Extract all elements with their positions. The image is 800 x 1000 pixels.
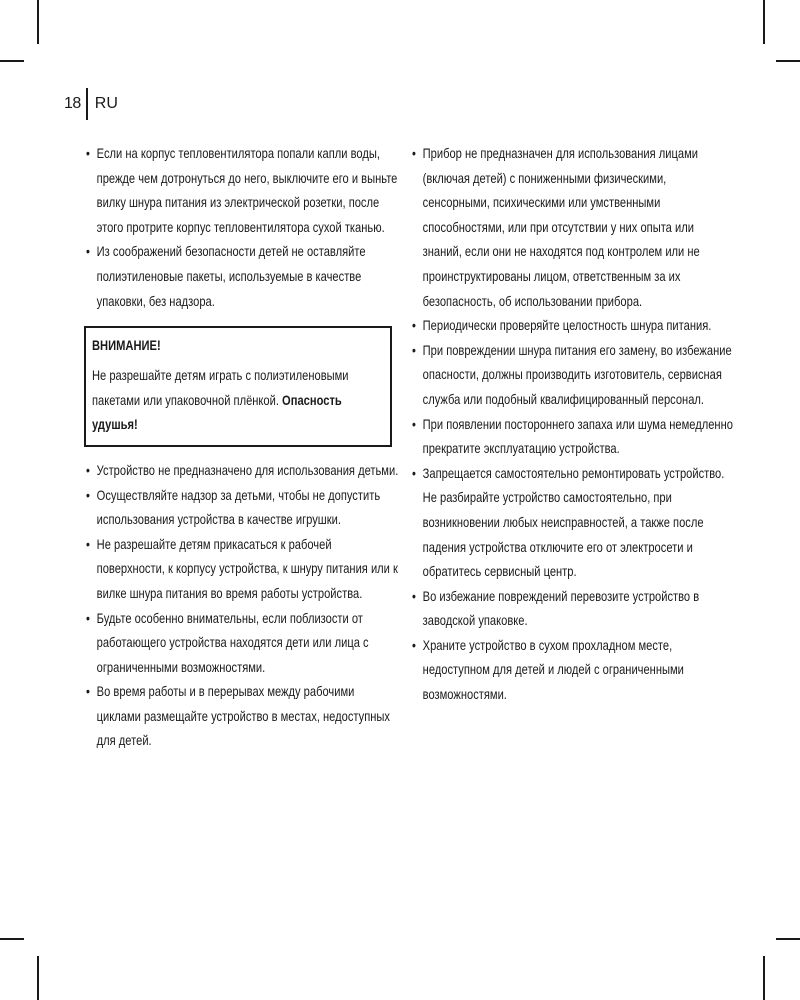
crop-mark-bottom-left-v bbox=[37, 956, 39, 1000]
list-item: • Прибор не предназначен для использования лицами (включая детей) с пониженными физическими, сенсорными, психическими или умственными способностями, или при отсутствии у них опыта или знаний, если они не находятся под контролем или не проинструктированы лицом, ответственным за их безопасность, об использовании прибора. bbox=[412, 142, 735, 314]
list-item: • При появлении постороннего запаха или шума немедленно прекратите эксплуатацию устройства. bbox=[412, 413, 735, 462]
page-header bbox=[64, 88, 118, 120]
list-item: • Из соображений безопасности детей не оставляйте полиэтиленовые пакеты, используемые в качестве упаковки, без надзора. bbox=[86, 240, 399, 314]
list-item: • При повреждении шнура питания его замену, во избежание опасности, должны производить изготовитель, сервисная служба или подобный квалифицированный персонал. bbox=[412, 339, 735, 413]
list-item: • Во избежание повреждений перевозите устройство в заводской упаковке. bbox=[412, 585, 735, 634]
crop-mark-bottom-left-h bbox=[0, 938, 24, 940]
crop-mark-bottom-right-h bbox=[776, 938, 800, 940]
list-item: • Периодически проверяйте целостность шнура питания. bbox=[412, 314, 735, 339]
warning-text bbox=[92, 364, 384, 438]
crop-mark-bottom-right-v bbox=[763, 956, 765, 1000]
crop-mark-top-left-h bbox=[0, 60, 24, 62]
list-item: • Если на корпус тепловентилятора попали капли воды, прежде чем дотронуться до него, выключите его и выньте вилку шнура питания из электрической розетки, после этого протрите корпус тепловентилятора сухой тканью. bbox=[86, 142, 399, 240]
safety-list-bottom bbox=[86, 459, 399, 754]
list-item: • Во время работы и в перерывах между рабочими циклами размещайте устройство в местах, недоступных для детей. bbox=[86, 680, 399, 754]
list-item: • Будьте особенно внимательны, если поблизости от работающего устройства находятся дети или лица с ограниченными возможностями. bbox=[86, 607, 399, 681]
warning-box bbox=[84, 326, 392, 447]
left-column bbox=[86, 142, 399, 754]
warning-title: ВНИМАНИЕ! bbox=[92, 338, 161, 354]
warning-body: Не разрешайте детям играть с полиэтиленовыми пакетами или упаковочной плёнкой. bbox=[92, 368, 349, 408]
list-item: • Храните устройство в сухом прохладном месте, недоступном для детей и людей с ограниченными возможностями. bbox=[412, 634, 735, 708]
crop-mark-top-right-h bbox=[776, 60, 800, 62]
safety-list-top bbox=[86, 142, 398, 314]
list-item: • Устройство не предназначено для использования детьми. bbox=[86, 459, 399, 484]
right-column bbox=[412, 142, 733, 708]
language-code: RU bbox=[94, 95, 118, 112]
list-item: • Не разрешайте детям прикасаться к рабочей поверхности, к корпусу устройства, к шнуру питания или к вилке шнура питания во время работы устройства. bbox=[86, 533, 399, 607]
warning-emphasis: Опасность удушья! bbox=[92, 392, 342, 433]
list-item: • Осуществляйте надзор за детьми, чтобы не допустить использования устройства в качестве игрушки. bbox=[86, 484, 399, 533]
safety-list-right bbox=[412, 142, 733, 708]
crop-mark-top-right-v bbox=[763, 0, 765, 44]
list-item: • Запрещается самостоятельно ремонтировать устройство. Не разбирайте устройство самостоятельно, при возникновении любых неисправностей, а также после падения устройства отключите его от электросети и обратитесь сервисный центр. bbox=[412, 462, 735, 585]
page-number: 18 bbox=[64, 95, 81, 112]
crop-mark-top-left-v bbox=[37, 0, 39, 44]
